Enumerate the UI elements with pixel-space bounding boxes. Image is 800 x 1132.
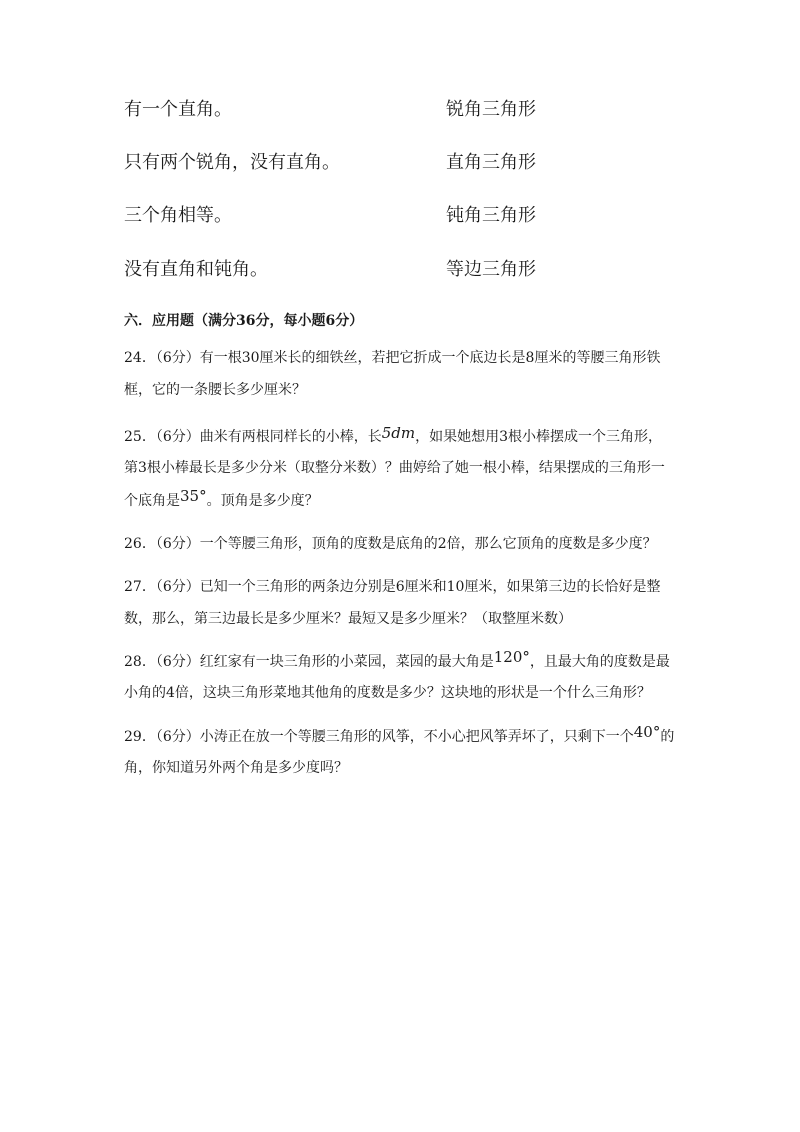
question-text: 数，那么，第三边最长是多少厘米？最短又是多少厘米？（取整厘米数） — [124, 611, 572, 627]
question-28 — [124, 645, 680, 709]
matching-row-1 — [0, 96, 800, 126]
matching-row-2 — [0, 149, 800, 179]
question-text: 26．（6分）一个等腰三角形，顶角的度数是底角的2倍，那么它顶角的度数是多少度？ — [124, 536, 657, 552]
question-26 — [124, 528, 680, 560]
question-27 — [124, 571, 680, 635]
question-line — [124, 645, 680, 677]
question-24 — [124, 342, 680, 406]
math-expression: 120° — [493, 648, 530, 666]
matching-left-item: 只有两个锐角，没有直角。 — [124, 152, 340, 173]
question-text: 28．（6分）红红家有一块三角形的小菜园，菜园的最大角是 — [124, 654, 494, 670]
question-text: 个底角是 — [124, 493, 180, 509]
question-line — [124, 720, 680, 752]
question-text: 第3根小棒最长是多少分米（取整分米数）？曲婷给了她一根小棒，结果摆成的三角形一 — [124, 460, 665, 476]
question-text: 角，你知道另外两个角是多少度吗？ — [124, 760, 348, 776]
matching-left-item: 有一个直角。 — [124, 99, 232, 120]
matching-right-item: 直角三角形 — [446, 152, 536, 173]
question-text: ，且最大角的度数是最 — [529, 654, 670, 670]
matching-left-item: 三个角相等。 — [124, 205, 232, 226]
question-29 — [124, 720, 680, 784]
math-expression: 40° — [633, 723, 661, 741]
question-text: 。顶角是多少度？ — [206, 493, 319, 509]
question-line — [124, 484, 680, 516]
question-text: 24．（6分）有一根30厘米长的细铁丝，若把它折成一个底边长是8厘米的等腰三角形铁 — [124, 350, 661, 366]
question-text: 框，它的一条腰长多少厘米？ — [124, 382, 306, 398]
question-text: 小角的4倍，这块三角形菜地其他角的度数是多少？这块地的形状是一个什么三角形？ — [124, 685, 651, 701]
question-text: ，如果她想用3根小棒摆成一个三角形， — [415, 429, 663, 445]
question-25 — [124, 420, 680, 516]
math-expression: 35° — [180, 487, 207, 505]
question-text: 的 — [660, 729, 675, 745]
matching-right-item: 锐角三角形 — [446, 99, 536, 120]
matching-row-3 — [0, 202, 800, 232]
question-text: 29．（6分）小涛正在放一个等腰三角形的风筝，不小心把风筝弄坏了，只剩下一个 — [124, 729, 634, 745]
matching-right-item: 钝角三角形 — [446, 205, 536, 226]
section-heading: 六．应用题（满分36分，每小题6分） — [124, 313, 364, 329]
question-text: 25．（6分）曲米有两根同样长的小棒，长 — [124, 429, 382, 445]
math-expression: 5dm — [381, 424, 416, 442]
question-line — [124, 420, 680, 452]
question-text: 27．（6分）已知一个三角形的两条边分别是6厘米和10厘米，如果第三边的长恰好是整 — [124, 579, 661, 595]
matching-left-item: 没有直角和钝角。 — [124, 259, 268, 280]
matching-right-item: 等边三角形 — [446, 259, 536, 280]
matching-row-4 — [0, 256, 800, 286]
